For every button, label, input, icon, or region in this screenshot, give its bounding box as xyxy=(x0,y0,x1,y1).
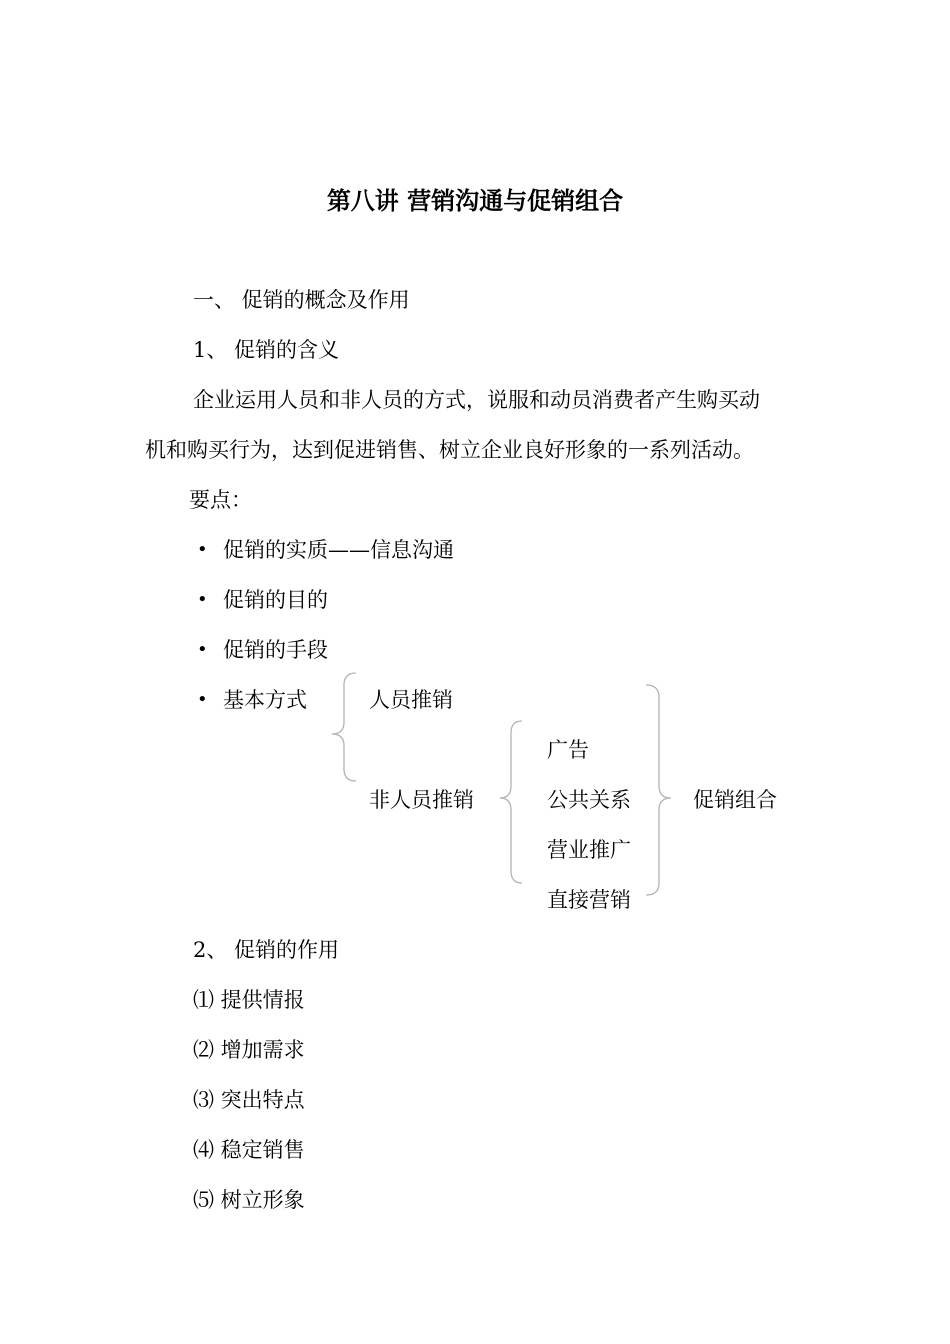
definition-line-2: 机和购买行为，达到促进销售、树立企业良好形象的一系列活动。 xyxy=(145,438,754,462)
definition-line-1: 企业运用人员和非人员的方式，说服和动员消费者产生购买动 xyxy=(193,388,760,412)
function-item: ⑷ 稳定销售 xyxy=(193,1138,305,1162)
bullet-item-means: 促销的手段 xyxy=(223,638,328,662)
function-item: ⑶ 突出特点 xyxy=(193,1088,305,1112)
subsection-heading-meaning: 1、 促销的含义 xyxy=(193,338,340,362)
section-heading: 一、 促销的概念及作用 xyxy=(193,288,410,312)
bullet-dot: • xyxy=(197,689,208,710)
keypoints-label: 要点： xyxy=(189,488,252,512)
bullet-dot: • xyxy=(197,589,208,610)
function-item: ⑴ 提供情报 xyxy=(193,988,305,1012)
subsection-heading-functions: 2、 促销的作用 xyxy=(193,938,340,962)
left-brace-basic-methods xyxy=(332,673,356,781)
diagram-personal-selling: 人员推销 xyxy=(369,688,453,712)
function-item: ⑸ 树立形象 xyxy=(193,1188,305,1212)
diagram-item-sales-promotion: 营业推广 xyxy=(547,838,631,862)
bullet-item-basic-methods: 基本方式 xyxy=(223,688,307,712)
diagram-item-direct-marketing: 直接营销 xyxy=(547,888,631,912)
bullet-item-purpose: 促销的目的 xyxy=(223,588,328,612)
right-brace-promotion-mix xyxy=(646,685,671,895)
bullet-dot: • xyxy=(197,639,208,660)
bullet-dot: • xyxy=(197,539,208,560)
function-item: ⑵ 增加需求 xyxy=(193,1038,305,1062)
diagram-nonpersonal-selling: 非人员推销 xyxy=(369,788,474,812)
page-title: 第八讲 营销沟通与促销组合 xyxy=(326,186,624,215)
left-brace-nonpersonal xyxy=(500,721,522,883)
diagram-item-public-relations: 公共关系 xyxy=(547,788,631,812)
diagram-item-advertising: 广告 xyxy=(547,738,589,762)
diagram-promotion-mix: 促销组合 xyxy=(693,788,777,812)
bullet-item-essence: 促销的实质——信息沟通 xyxy=(223,538,454,562)
